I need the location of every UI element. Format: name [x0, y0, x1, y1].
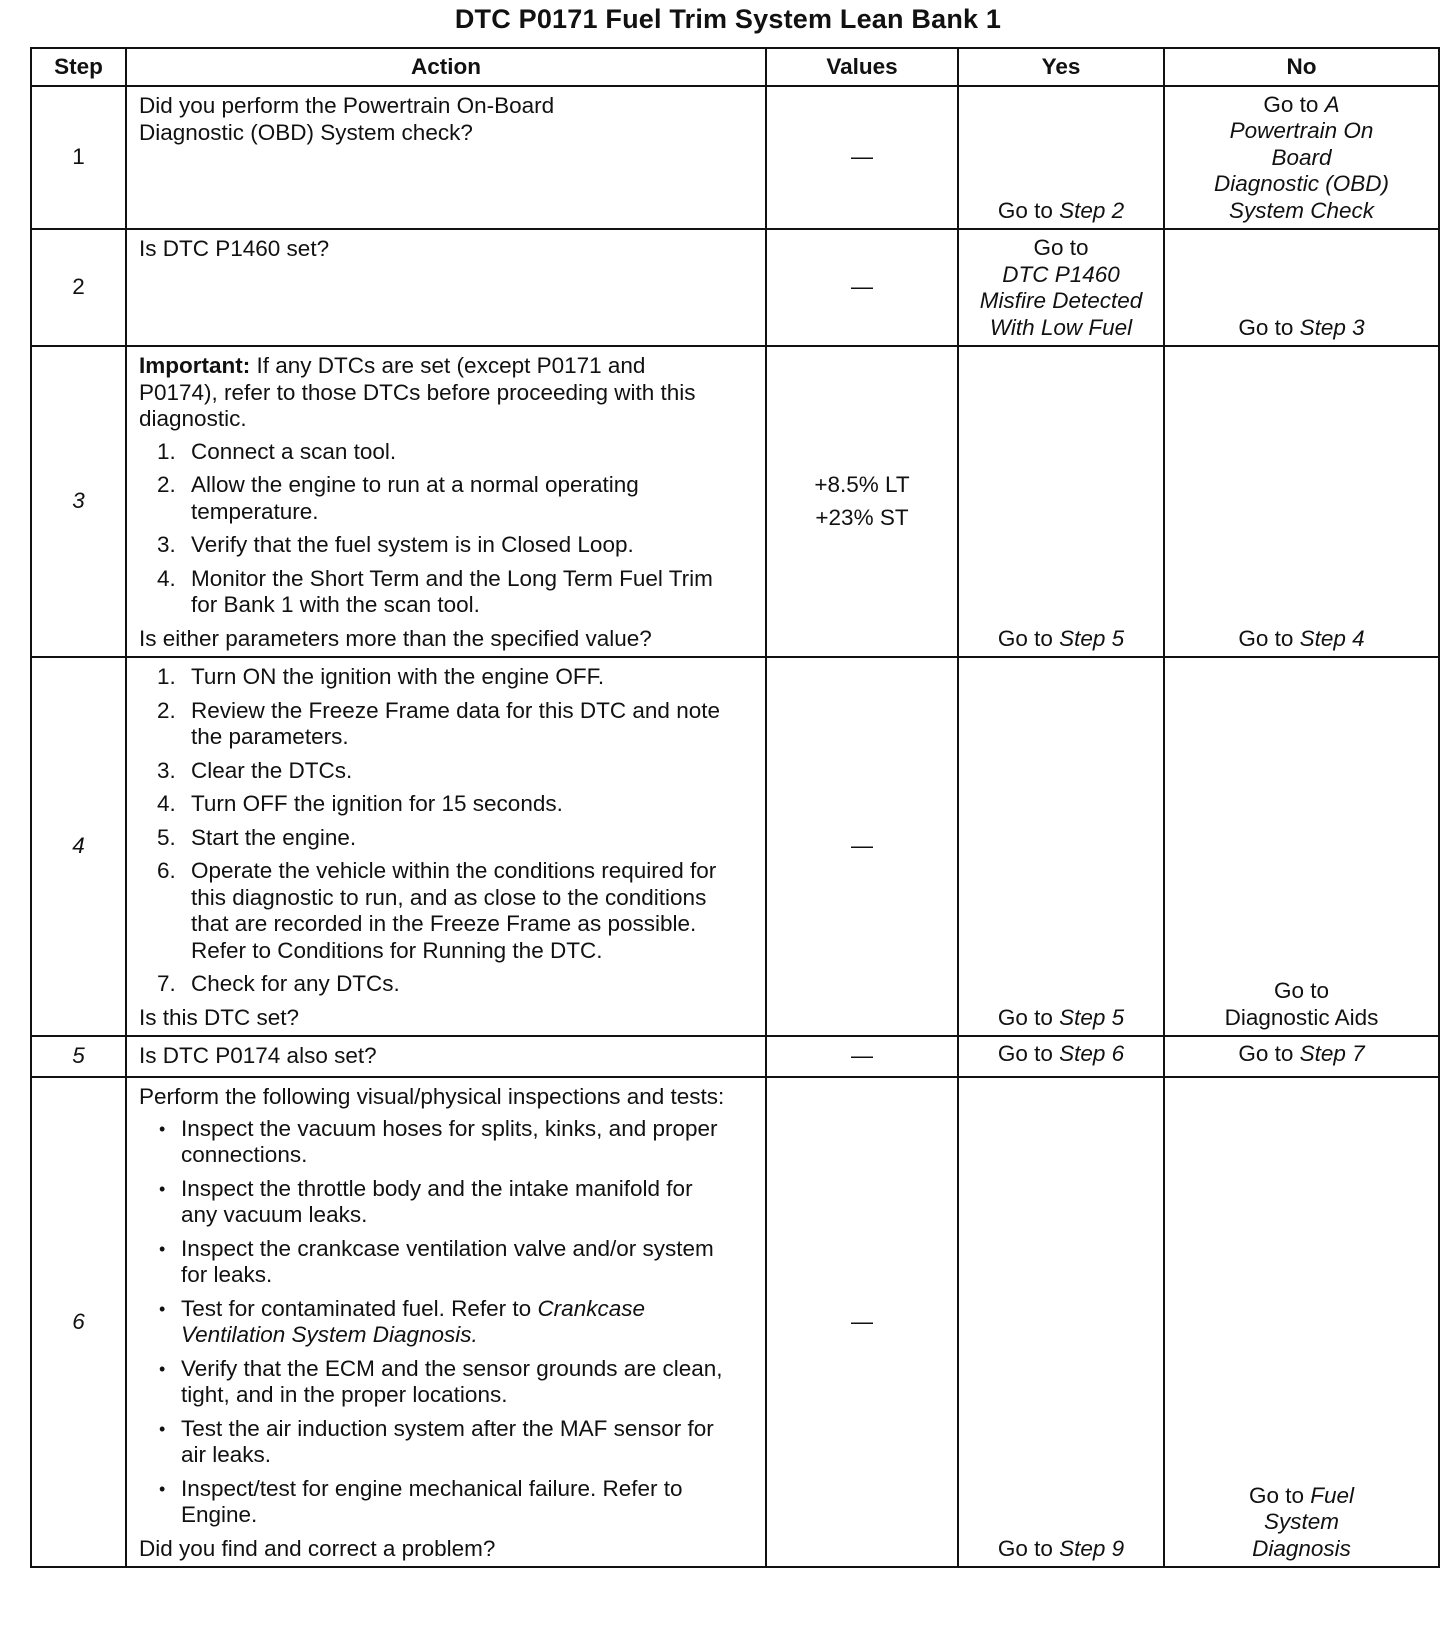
- no-cell: [1164, 346, 1439, 657]
- step-number: 5: [31, 1036, 126, 1077]
- no-cell: [1164, 1036, 1439, 1077]
- action-text: Perform the following visual/physical inspections and tests:: [139, 1084, 725, 1109]
- action-text: Is DTC P0174 also set?: [139, 1043, 377, 1069]
- value-text: —: [851, 144, 873, 170]
- no-link[interactable]: A: [1324, 91, 1340, 117]
- yes-prefix: Go to: [997, 625, 1060, 651]
- no-link[interactable]: Step 3: [1299, 314, 1365, 340]
- table-row: [31, 86, 1439, 229]
- yes-cell: [958, 657, 1164, 1036]
- no-cell: [1164, 1077, 1439, 1567]
- action-cell: [126, 657, 766, 1036]
- step-number: 1: [31, 86, 126, 229]
- no-link[interactable]: Diagnostic Aids: [1224, 1004, 1379, 1030]
- value-cell: [766, 657, 958, 1036]
- no-link[interactable]: Fuel: [1310, 1482, 1355, 1508]
- action-cell: [126, 1036, 766, 1077]
- list-item: 5. Start the engine.: [157, 824, 357, 850]
- list-item: • Test the air induction system after the MAF sensor for air leaks.: [159, 1415, 714, 1467]
- list-item: 2. Allow the engine to run at a normal operating temperature.: [157, 472, 639, 524]
- list-item: 6. Operate the vehicle within the conditions required for this diagnostic to run, and as close to the conditions that are recorded in the Freeze Frame as possible. Refer to Conditions for Running the DTC.: [157, 858, 717, 963]
- no-link[interactable]: Diagnostic (OBD): [1213, 171, 1390, 196]
- numbered-list: [139, 439, 755, 619]
- list-item: • Test for contaminated fuel. Refer to Crankcase Ventilation System Diagnosis.: [139, 1296, 755, 1349]
- value-text: —: [851, 274, 873, 300]
- yes-link[interactable]: With Low Fuel: [989, 314, 1133, 340]
- yes-link[interactable]: Step 5: [1059, 1004, 1125, 1030]
- table-row: [31, 1036, 1439, 1077]
- action-text: Diagnostic (OBD) System check?: [139, 119, 473, 145]
- yes-link[interactable]: Step 2: [1059, 197, 1125, 223]
- list-item: • Inspect the throttle body and the intake manifold for any vacuum leaks.: [159, 1175, 693, 1227]
- action-cell: [126, 1077, 766, 1567]
- list-item: • Inspect the vacuum hoses for splits, kinks, and proper connections.: [159, 1115, 718, 1167]
- header-values: Values: [766, 48, 958, 86]
- table-header-row: [31, 48, 1439, 86]
- yes-cell: [958, 1077, 1164, 1567]
- no-cell: [1164, 229, 1439, 346]
- yes-prefix: Go to: [997, 197, 1060, 223]
- list-item: 2. Review the Freeze Frame data for this DTC and note the parameters.: [157, 697, 720, 749]
- bullet-list: [139, 1116, 755, 1529]
- list-item: 1. Connect a scan tool.: [157, 438, 397, 464]
- yes-link[interactable]: Step 6: [1059, 1041, 1125, 1067]
- yes-link[interactable]: Step 9: [1059, 1535, 1125, 1561]
- yes-prefix: Go to: [997, 1041, 1060, 1067]
- value-cell: [766, 1077, 958, 1567]
- table-row: [31, 229, 1439, 346]
- header-action: Action: [126, 48, 766, 86]
- no-cell: [1164, 86, 1439, 229]
- action-text: diagnostic.: [139, 406, 247, 431]
- yes-prefix: Go to: [997, 1535, 1060, 1561]
- value-cell: [766, 86, 958, 229]
- diagnostic-table: [30, 47, 1440, 1568]
- value-text: —: [851, 1308, 873, 1334]
- list-item: 3. Verify that the fuel system is in Closed Loop.: [157, 532, 634, 557]
- yes-cell: [958, 86, 1164, 229]
- value-cell: [766, 346, 958, 657]
- no-link[interactable]: System: [1263, 1509, 1339, 1534]
- action-text: Is DTC P1460 set?: [139, 236, 330, 261]
- yes-cell: [958, 229, 1164, 346]
- question-text: Did you find and correct a problem?: [139, 1535, 496, 1561]
- no-link[interactable]: System Check: [1228, 197, 1375, 223]
- value-text: —: [851, 1043, 873, 1069]
- value-cell: [766, 1036, 958, 1077]
- action-cell: [126, 229, 766, 346]
- yes-link[interactable]: Step 5: [1059, 625, 1125, 651]
- header-no: No: [1164, 48, 1439, 86]
- no-link[interactable]: Powertrain On: [1229, 118, 1374, 143]
- question-text: Is either parameters more than the specified value?: [139, 625, 652, 651]
- table-row: [31, 657, 1439, 1036]
- yes-prefix: Go to: [997, 1004, 1060, 1030]
- no-prefix: Go to: [1248, 1482, 1311, 1508]
- list-item: • Inspect the crankcase ventilation valve and/or system for leaks.: [159, 1235, 714, 1287]
- no-cell: [1164, 657, 1439, 1036]
- no-link[interactable]: Board: [1271, 144, 1332, 170]
- yes-link[interactable]: Misfire Detected: [979, 288, 1143, 313]
- no-prefix: Go to: [1238, 1041, 1300, 1067]
- no-link[interactable]: Diagnosis: [1252, 1535, 1351, 1561]
- action-text: If any DTCs are set (except P0171 and: [250, 353, 646, 378]
- action-cell: [126, 86, 766, 229]
- page-title: DTC P0171 Fuel Trim System Lean Bank 1: [454, 4, 1002, 34]
- action-text: P0174), refer to those DTCs before proceeding with this: [139, 379, 696, 405]
- yes-cell: [958, 1036, 1164, 1077]
- no-prefix: Go to: [1263, 91, 1325, 117]
- yes-prefix: Go to: [1033, 235, 1089, 260]
- reference-link[interactable]: Ventilation System Diagnosis.: [181, 1322, 478, 1347]
- yes-link[interactable]: DTC P1460: [1002, 261, 1120, 287]
- no-link[interactable]: Step 4: [1299, 625, 1365, 651]
- value-text: +8.5% LT: [814, 471, 910, 497]
- table-row: [31, 346, 1439, 657]
- table-row: [31, 1077, 1439, 1567]
- step-number: 4: [31, 657, 126, 1036]
- no-text: Go to: [1273, 978, 1330, 1003]
- step-number: 3: [31, 346, 126, 657]
- header-yes: Yes: [958, 48, 1164, 86]
- no-prefix: Go to: [1238, 314, 1300, 340]
- list-item: 4. Turn OFF the ignition for 15 seconds.: [157, 791, 563, 816]
- header-step: Step: [31, 48, 126, 86]
- value-cell: [766, 229, 958, 346]
- step-number: 6: [31, 1077, 126, 1567]
- action-text: Did you perform the Powertrain On-Board: [139, 93, 555, 118]
- no-prefix: Go to: [1238, 625, 1300, 651]
- numbered-list: [139, 664, 755, 998]
- important-label: Important:: [139, 353, 251, 378]
- list-item: 7. Check for any DTCs.: [157, 971, 400, 996]
- list-item: 4. Monitor the Short Term and the Long Term Fuel Trim for Bank 1 with the scan tool.: [157, 565, 713, 617]
- list-item: 1. Turn ON the ignition with the engine OFF.: [157, 664, 605, 689]
- action-cell: [126, 346, 766, 657]
- list-item: • Inspect/test for engine mechanical failure. Refer to Engine.: [159, 1475, 683, 1527]
- list-item: • Verify that the ECM and the sensor grounds are clean, tight, and in the proper locations.: [159, 1355, 723, 1407]
- list-item: 3. Clear the DTCs.: [157, 757, 353, 783]
- step-number: 2: [31, 229, 126, 346]
- no-link[interactable]: Step 7: [1299, 1041, 1365, 1067]
- yes-cell: [958, 346, 1164, 657]
- value-text: —: [851, 833, 873, 859]
- question-text: Is this DTC set?: [139, 1004, 300, 1030]
- reference-link[interactable]: Crankcase: [537, 1295, 645, 1321]
- value-text: +23% ST: [815, 505, 909, 530]
